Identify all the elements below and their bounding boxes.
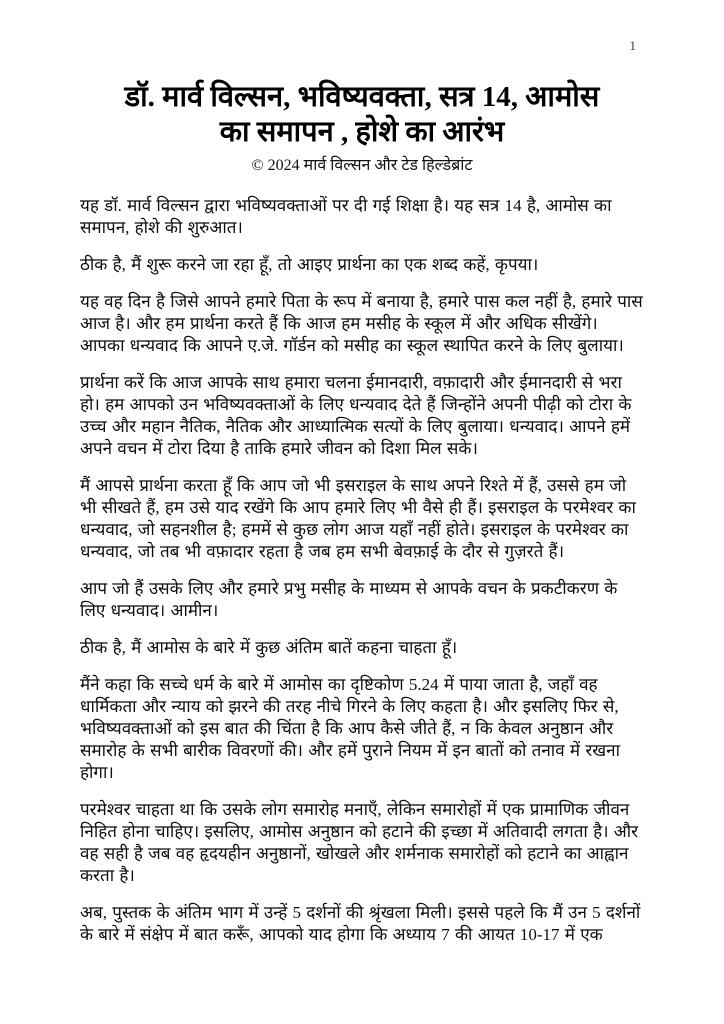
document-header: [80, 80, 644, 176]
paragraph-10: अब, पुस्तक के अंतिम भाग में उन्हें 5 दर्शनों की श्रृंखला मिली। इससे पहले कि मैं उन 5 दर्शनों के बारे में संक्षेप में बात करूँ, आपको याद होगा कि अध्याय 7 की आयत 10-17 में एक: [80, 903, 641, 944]
paragraph-2: ठीक है, मैं शुरू करने जा रहा हूँ, तो आइए प्रार्थना का एक शब्द कहें, कृपया।: [80, 255, 539, 274]
paragraph-5: मैं आपसे प्रार्थना करता हूँ कि आप जो भी इसराइल के साथ अपने रिश्ते में हैं, उससे हम जो भी सीखते हैं, हम उसे याद रखेंगे कि आप हमारे लिए भी वैसे ही हैं। इसराइल के परमेश्वर का धन्यवाद, जो सहनशील है; हममें से कुछ लोग आज यहाँ नहीं होते। इसराइल के परमेश्वर का धन्यवाद, जो तब भी वफ़ादार रहता है जब हम सभी बेवफ़ाई के दौर से गुज़रते हैं।: [80, 476, 636, 561]
paragraph-7: ठीक है, मैं आमोस के बारे में कुछ अंतिम बातें कहना चाहता हूँ।: [80, 638, 458, 657]
document-title-line-2: का समापन , होशे का आरंभ: [219, 116, 505, 148]
paragraph-9: परमेश्वर चाहता था कि उसके लोग समारोह मनाएँ, लेकिन समारोहों में एक प्रामाणिक जीवन निहित होना चाहिए। इसलिए, आमोस अनुष्ठान को हटाने की इच्छा में अतिवादी लगता है। और वह सही है जब वह हृदयहीन अनुष्ठानों, खोखले और शर्मनाक समारोहों को हटाने का आह्वान करता है।: [80, 800, 639, 885]
page-number: 1: [629, 38, 636, 53]
paragraph-4: प्रार्थना करें कि आज आपके साथ हमारा चलना ईमानदारी, वफ़ादारी और ईमानदारी से भरा हो। हम आपको उन भविष्यवक्ताओं के लिए धन्यवाद देते हैं जिन्होंने अपनी पीढ़ी को टोरा के उच्च और महान नैतिक, नैतिक और आध्यात्मिक सत्यों के लिए बुलाया। धन्यवाद। आपने हमें अपने वचन में टोरा दिया है ताकि हमारे जीवन को दिशा मिल सके।: [80, 373, 632, 458]
paragraph-6: आप जो हैं उसके लिए और हमारे प्रभु मसीह के माध्यम से आपके वचन के प्रकटीकरण के लिए धन्यवाद। आमीन।: [80, 579, 618, 620]
document-title-line-1: डॉ. मार्व विल्सन, भविष्यवक्ता, सत्र 14, आमोस: [124, 81, 600, 113]
copyright-line: © 2024 मार्व विल्सन और टेड हिल्डेब्रांट: [251, 157, 473, 174]
document-body: [80, 195, 644, 946]
paragraph-3: यह वह दिन है जिसे आपने हमारे पिता के रूप में बनाया है, हमारे पास कल नहीं है, हमारे पास आज है। और हम प्रार्थना करते हैं कि आज हम मसीह के स्कूल में और अधिक सीखेंगे। आपका धन्यवाद कि आपने ए.जे. गॉर्डन को मसीह का स्कूल स्थापित करने के लिए बुलाया।: [80, 292, 643, 355]
paragraph-8: मैंने कहा कि सच्चे धर्म के बारे में आमोस का दृष्टिकोण 5.24 में पाया जाता है, जहाँ वह धार्मिकता और न्याय को झरने की तरह नीचे गिरने के लिए कहता है। और इसलिए फिर से, भविष्यवक्ताओं को इस बात की चिंता है कि आप कैसे जीते हैं, न कि केवल अनुष्ठान और समारोह के सभी बारीक विवरणों की। और हमें पुराने नियम में इन बातों को तनाव में रखना होगा।: [80, 675, 621, 782]
document-title: [80, 80, 644, 150]
paragraph-1: यह डॉ. मार्व विल्सन द्वारा भविष्यवक्ताओं पर दी गई शिक्षा है। यह सत्र 14 है, आमोस का समापन, होशे की शुरुआत।: [80, 196, 612, 237]
